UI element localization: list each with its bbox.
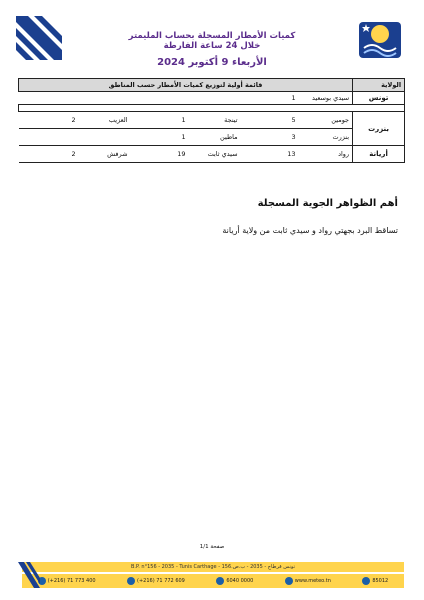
report-subtitle: خلال 24 ساعة الفارطة [163, 41, 261, 51]
mobile-icon [216, 577, 224, 585]
footer-website[interactable]: www.meteo.tn [285, 577, 331, 585]
page-number: صفحة 1/1 [199, 544, 225, 550]
report-date: الأربعاء 9 أكتوبر 2024 [157, 57, 267, 68]
footer-contacts [22, 574, 404, 588]
station-name: العزيب [79, 112, 131, 129]
rain-value: 3 [241, 129, 299, 146]
state-name: تونس [353, 92, 405, 105]
footer-short-code[interactable]: 85012 [362, 577, 388, 585]
rain-value: 5 [241, 112, 299, 129]
station-name: سيدي ثابت [189, 146, 241, 163]
rain-value: 2 [19, 112, 79, 129]
section-title: أهم الظواهر الجوية المسجلة [257, 198, 398, 209]
globe-icon [285, 577, 293, 585]
rain-value: 2 [19, 146, 79, 163]
footer-band [22, 562, 404, 588]
station-name: سيدي بوسعيد [299, 92, 353, 105]
rain-value: 1 [131, 112, 189, 129]
rainfall-table [18, 78, 405, 163]
state-name: بنزرت [353, 112, 405, 146]
section-text: تساقط البرد بجهتي رواد و سيدي ثابت من ولاية أريانة [222, 226, 398, 235]
footer-phone1[interactable]: (+216) 71 773 400 [38, 577, 96, 585]
fax-icon [127, 577, 135, 585]
col-header-title: قائمة أولية لتوزيع كميات الأمطار حسب المناطق [19, 79, 353, 92]
col-header-state: الولاية [353, 79, 405, 92]
station-name: ماطين [189, 129, 241, 146]
station-name: تينجة [189, 112, 241, 129]
station-name: شرفش [79, 146, 131, 163]
footer-address: B.P. n°156 - 2035 - Tunis Carthage - تونس قرطاج - 2035 - ب.ص.156 [22, 562, 404, 572]
state-name: أريانة [353, 146, 405, 163]
footer-phone3[interactable]: 6040 0000 [216, 577, 253, 585]
footer-stripe-graphic [18, 562, 40, 588]
rain-value: 13 [241, 146, 299, 163]
sms-icon [362, 577, 370, 585]
station-name: رواد [299, 146, 353, 163]
station-name: بنزرت [299, 129, 353, 146]
footer-phone2[interactable]: (+216) 71 772 609 [127, 577, 185, 585]
rain-value: 19 [131, 146, 189, 163]
rain-value: 1 [241, 92, 299, 105]
station-name: جومين [299, 112, 353, 129]
rain-value: 1 [131, 129, 189, 146]
report-title: كميات الأمطار المسجلة بحساب المليمتر [128, 31, 296, 41]
